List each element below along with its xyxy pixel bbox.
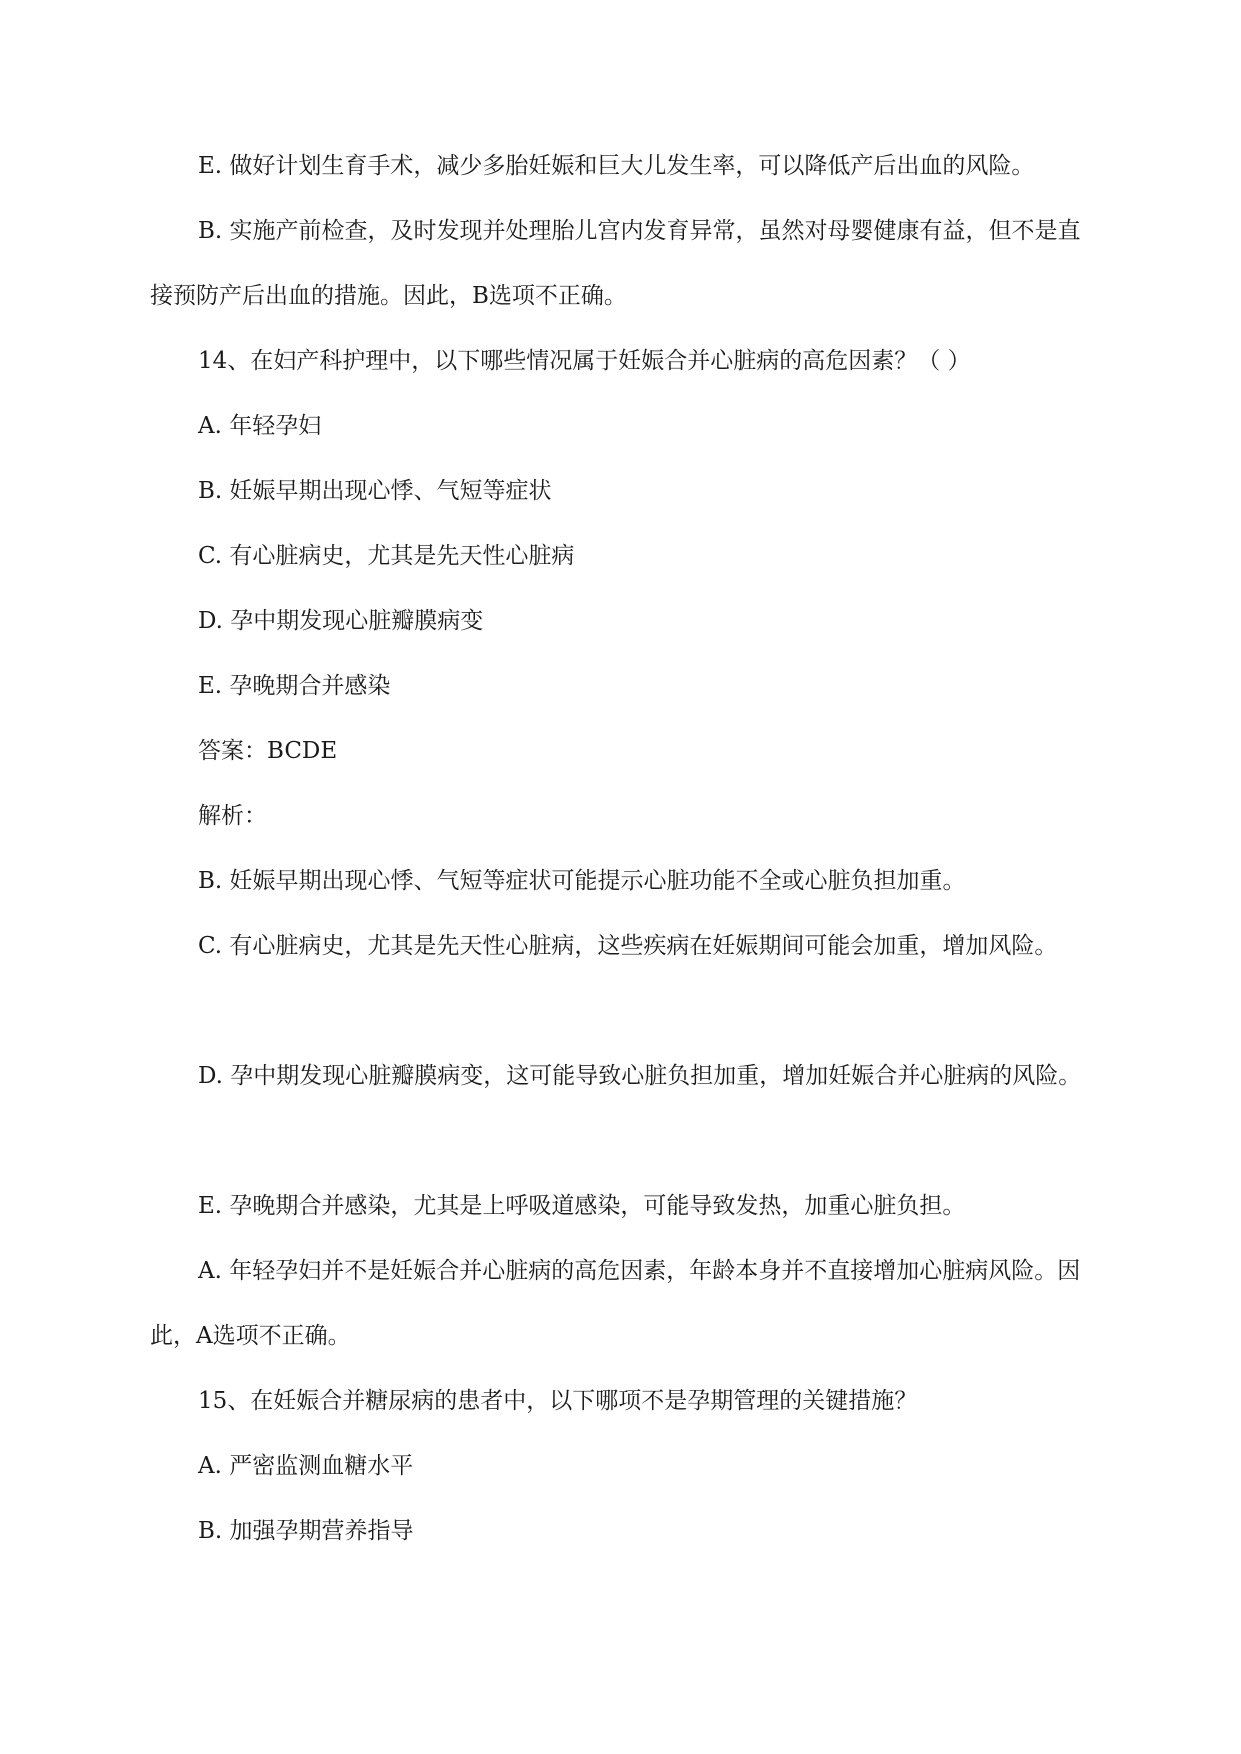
question-14-option-a: A. 年轻孕妇 [198, 413, 322, 439]
paragraph-e-family-planning: E. 做好计划生育手术，减少多胎妊娠和巨大儿发生率，可以降低产后出血的风险。 [198, 153, 1035, 179]
question-14-option-b: B. 妊娠早期出现心悸、气短等症状 [198, 478, 552, 504]
question-14-answer: 答案：BCDE [198, 738, 338, 764]
question-14-explanation-a: A. 年轻孕妇并不是妊娠合并心脏病的高危因素，年龄本身并不直接增加心脏病风险。因此，A选项不正确。 [150, 1258, 1081, 1349]
question-14-explanation-b: B. 妊娠早期出现心悸、气短等症状可能提示心脏功能不全或心脏负担加重。 [198, 868, 966, 894]
question-15-option-b: B. 加强孕期营养指导 [198, 1518, 414, 1544]
question-14-explanation-d: D. 孕中期发现心脏瓣膜病变，这可能导致心脏负担加重，增加妊娠合并心脏病的风险。 [198, 1063, 1082, 1089]
question-14-option-d: D. 孕中期发现心脏瓣膜病变 [198, 608, 484, 634]
paragraph-b-prenatal-check: B. 实施产前检查，及时发现并处理胎儿宫内发育异常，虽然对母婴健康有益，但不是直接预防产后出血的措施。因此，B选项不正确。 [150, 218, 1081, 309]
question-14-option-e: E. 孕晚期合并感染 [198, 673, 391, 699]
question-14: 14、在妇产科护理中，以下哪些情况属于妊娠合并心脏病的高危因素？（ ） [198, 348, 971, 374]
question-14-option-c: C. 有心脏病史，尤其是先天性心脏病 [198, 543, 575, 569]
question-14-analysis-label: 解析： [198, 803, 267, 829]
question-15: 15、在妊娠合并糖尿病的患者中，以下哪项不是孕期管理的关键措施？ [198, 1388, 918, 1414]
question-14-explanation-e: E. 孕晚期合并感染，尤其是上呼吸道感染，可能导致发热，加重心脏负担。 [198, 1193, 966, 1219]
question-15-option-a: A. 严密监测血糖水平 [198, 1453, 414, 1479]
question-14-explanation-c: C. 有心脏病史，尤其是先天性心脏病，这些疾病在妊娠期间可能会加重，增加风险。 [198, 933, 1058, 959]
